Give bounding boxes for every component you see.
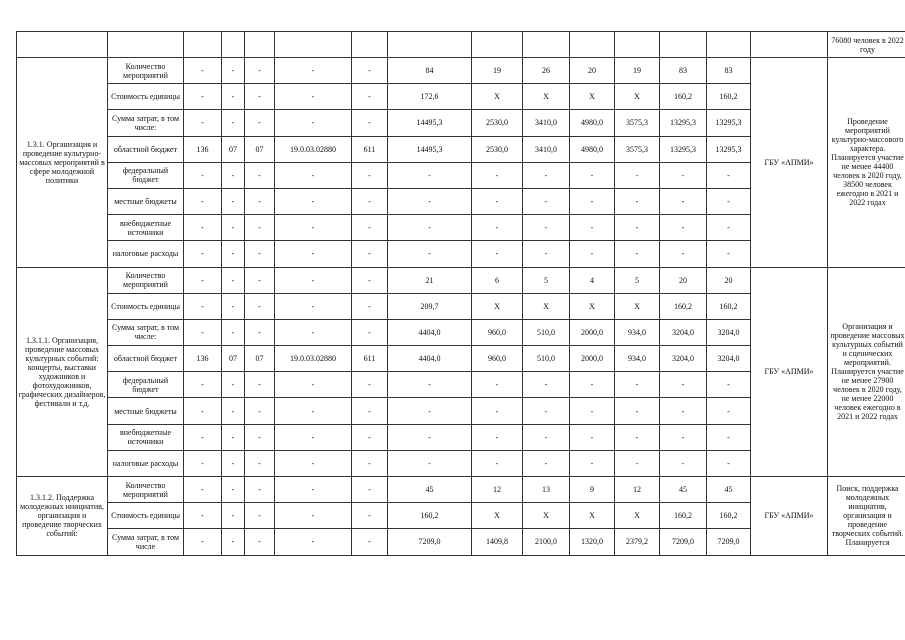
value-cell: - (615, 241, 660, 267)
value-cell: 2530,0 (472, 136, 523, 162)
value-cell: 3204,0 (660, 346, 707, 372)
value-cell: 20 (707, 267, 751, 293)
rz-cell: - (222, 529, 245, 555)
value-cell: - (388, 372, 472, 398)
grbs-cell: - (184, 215, 222, 241)
value-cell: 13295,3 (660, 136, 707, 162)
value-cell: - (707, 450, 751, 476)
value-cell: 19 (472, 58, 523, 84)
value-cell: - (388, 398, 472, 424)
value-cell: - (615, 372, 660, 398)
value-cell: X (523, 503, 570, 529)
row-label: внебюджетные источники (108, 424, 184, 450)
value-cell: - (660, 162, 707, 188)
vr-cell: - (352, 110, 388, 136)
value-cell: 13295,3 (707, 136, 751, 162)
cell-empty (615, 32, 660, 58)
value-cell: - (388, 241, 472, 267)
value-cell: - (523, 450, 570, 476)
rz-cell: - (222, 188, 245, 214)
value-cell: X (472, 293, 523, 319)
row-label: Количество мероприятий (108, 267, 184, 293)
value-cell: - (615, 398, 660, 424)
vr-cell: - (352, 372, 388, 398)
row-label: Сумма затрат, в том числе: (108, 319, 184, 345)
value-cell: 160,2 (707, 293, 751, 319)
value-cell: 20 (570, 58, 615, 84)
vr-cell: - (352, 267, 388, 293)
row-label: Сумма затрат, в том числе: (108, 110, 184, 136)
vr-cell: - (352, 241, 388, 267)
rz-cell: - (222, 319, 245, 345)
value-cell: - (570, 372, 615, 398)
section-name: 1.3.1. Организация и проведение культурно-массовых мероприятий в сфере молодежной политики (17, 58, 108, 268)
vr-cell: 611 (352, 136, 388, 162)
executor-cell: ГБУ «АПМИ» (751, 477, 828, 556)
csr-cell: - (275, 241, 352, 267)
value-cell: 160,2 (388, 503, 472, 529)
value-cell: - (570, 398, 615, 424)
value-cell: - (570, 424, 615, 450)
value-cell: 160,2 (660, 503, 707, 529)
value-cell: - (707, 162, 751, 188)
grbs-cell: - (184, 162, 222, 188)
row-label: областной бюджет (108, 136, 184, 162)
grbs-cell: - (184, 450, 222, 476)
rz-cell: - (222, 424, 245, 450)
pr-cell: 07 (245, 346, 275, 372)
cell-empty (17, 32, 108, 58)
value-cell: 3575,3 (615, 136, 660, 162)
vr-cell: - (352, 188, 388, 214)
value-cell: 960,0 (472, 346, 523, 372)
rz-cell: - (222, 372, 245, 398)
value-cell: 4980,0 (570, 136, 615, 162)
value-cell: 2530,0 (472, 110, 523, 136)
value-cell: - (570, 241, 615, 267)
value-cell: - (523, 372, 570, 398)
row-label: внебюджетные источники (108, 215, 184, 241)
row-label: Количество мероприятий (108, 58, 184, 84)
value-cell: - (388, 162, 472, 188)
row-label: местные бюджеты (108, 398, 184, 424)
value-cell: - (615, 188, 660, 214)
csr-cell: - (275, 267, 352, 293)
value-cell: 510,0 (523, 319, 570, 345)
table-row (17, 477, 905, 503)
value-cell: 2000,0 (570, 346, 615, 372)
result-cell: 76080 человек в 2022 году (828, 32, 905, 58)
vr-cell: - (352, 398, 388, 424)
value-cell: - (388, 188, 472, 214)
value-cell: 3204,0 (707, 319, 751, 345)
executor-cell: ГБУ «АПМИ» (751, 58, 828, 268)
grbs-cell: - (184, 58, 222, 84)
cell-empty (108, 32, 184, 58)
vr-cell: - (352, 529, 388, 555)
vr-cell: - (352, 215, 388, 241)
grbs-cell: - (184, 372, 222, 398)
rz-cell: - (222, 293, 245, 319)
csr-cell: - (275, 424, 352, 450)
value-cell: X (523, 84, 570, 110)
value-cell: - (707, 398, 751, 424)
value-cell: - (472, 162, 523, 188)
cell-empty (275, 32, 352, 58)
grbs-cell: - (184, 398, 222, 424)
value-cell: 510,0 (523, 346, 570, 372)
csr-cell: - (275, 503, 352, 529)
value-cell: - (472, 424, 523, 450)
value-cell: 14495,3 (388, 136, 472, 162)
grbs-cell: - (184, 319, 222, 345)
value-cell: 3204,0 (707, 346, 751, 372)
vr-cell: 611 (352, 346, 388, 372)
value-cell: 7209,0 (388, 529, 472, 555)
value-cell: 21 (388, 267, 472, 293)
vr-cell: - (352, 162, 388, 188)
value-cell: - (472, 450, 523, 476)
value-cell: 19 (615, 58, 660, 84)
rz-cell: - (222, 110, 245, 136)
rz-cell: 07 (222, 136, 245, 162)
value-cell: - (570, 215, 615, 241)
pr-cell: - (245, 188, 275, 214)
cell-empty (184, 32, 222, 58)
value-cell: - (660, 398, 707, 424)
vr-cell: - (352, 293, 388, 319)
vr-cell: - (352, 477, 388, 503)
cell-empty (570, 32, 615, 58)
row-label: Сумма затрат, в том числе (108, 529, 184, 555)
value-cell: 45 (660, 477, 707, 503)
csr-cell: - (275, 84, 352, 110)
pr-cell: - (245, 58, 275, 84)
rz-cell: - (222, 398, 245, 424)
value-cell: - (660, 424, 707, 450)
value-cell: 7209,0 (660, 529, 707, 555)
value-cell: 12 (472, 477, 523, 503)
value-cell: X (615, 84, 660, 110)
csr-cell: - (275, 372, 352, 398)
table-row (17, 58, 905, 84)
value-cell: - (615, 215, 660, 241)
csr-cell: - (275, 215, 352, 241)
row-label: Стоимость единицы (108, 84, 184, 110)
value-cell: 26 (523, 58, 570, 84)
value-cell: 45 (707, 477, 751, 503)
grbs-cell: - (184, 267, 222, 293)
row-label: налоговые расходы (108, 241, 184, 267)
value-cell: - (472, 372, 523, 398)
cell-empty (751, 32, 828, 58)
value-cell: - (707, 188, 751, 214)
executor-cell: ГБУ «АПМИ» (751, 267, 828, 477)
cell-empty (222, 32, 245, 58)
value-cell: - (570, 450, 615, 476)
value-cell: 83 (707, 58, 751, 84)
vr-cell: - (352, 58, 388, 84)
value-cell: 5 (615, 267, 660, 293)
rz-cell: - (222, 241, 245, 267)
value-cell: - (707, 424, 751, 450)
cell-empty (352, 32, 388, 58)
value-cell: 4980,0 (570, 110, 615, 136)
pr-cell: 07 (245, 136, 275, 162)
cell-empty (472, 32, 523, 58)
value-cell: X (570, 293, 615, 319)
value-cell: 13295,3 (707, 110, 751, 136)
grbs-cell: 136 (184, 346, 222, 372)
value-cell: X (472, 503, 523, 529)
row-label: местные бюджеты (108, 188, 184, 214)
value-cell: - (707, 372, 751, 398)
value-cell: 84 (388, 58, 472, 84)
row-label: Стоимость единицы (108, 503, 184, 529)
pr-cell: - (245, 424, 275, 450)
cell-empty (707, 32, 751, 58)
pr-cell: - (245, 267, 275, 293)
csr-cell: - (275, 110, 352, 136)
budget-table (16, 31, 905, 556)
value-cell: 934,0 (615, 346, 660, 372)
value-cell: 160,2 (707, 503, 751, 529)
pr-cell: - (245, 293, 275, 319)
value-cell: 1409,8 (472, 529, 523, 555)
cell-empty (523, 32, 570, 58)
value-cell: 6 (472, 267, 523, 293)
grbs-cell: - (184, 424, 222, 450)
row-label: Стоимость единицы (108, 293, 184, 319)
rz-cell: - (222, 450, 245, 476)
grbs-cell: - (184, 293, 222, 319)
pr-cell: - (245, 110, 275, 136)
pr-cell: - (245, 529, 275, 555)
row-label: Количество мероприятий (108, 477, 184, 503)
rz-cell: - (222, 503, 245, 529)
csr-cell: - (275, 188, 352, 214)
value-cell: 5 (523, 267, 570, 293)
row-label: федеральный бюджет (108, 372, 184, 398)
section-name: 1.3.1.2. Поддержка молодежных инициатив, организация и проведение творческих событий: (17, 477, 108, 556)
csr-cell: 19.0.03.02880 (275, 136, 352, 162)
value-cell: X (615, 503, 660, 529)
vr-cell: - (352, 319, 388, 345)
value-cell: - (570, 162, 615, 188)
cell-empty (660, 32, 707, 58)
grbs-cell: - (184, 188, 222, 214)
value-cell: - (472, 241, 523, 267)
cell-empty (245, 32, 275, 58)
value-cell: - (615, 450, 660, 476)
rz-cell: - (222, 215, 245, 241)
table-body (17, 32, 905, 556)
value-cell: X (570, 503, 615, 529)
result-cell: Проведение мероприятий культурно-массового характера. Планируется участие не менее 44400 человек в 2020 году, 38500 человек ежегодно в 2021 и 2022 годах (828, 58, 905, 268)
value-cell: 45 (388, 477, 472, 503)
csr-cell: - (275, 58, 352, 84)
table-row (17, 267, 905, 293)
value-cell: X (523, 293, 570, 319)
pr-cell: - (245, 372, 275, 398)
csr-cell: - (275, 398, 352, 424)
value-cell: - (660, 372, 707, 398)
value-cell: 160,2 (707, 84, 751, 110)
value-cell: 12 (615, 477, 660, 503)
value-cell: 3410,0 (523, 110, 570, 136)
rz-cell: - (222, 162, 245, 188)
value-cell: 1320,0 (570, 529, 615, 555)
value-cell: 3410,0 (523, 136, 570, 162)
result-cell: Организация и проведение массовых культурных событий и сценических мероприятий. Планируется участие не менее 27900 человек в 2020 году, не менее 22000 человек ежегодно в 2021 и 2022 годах (828, 267, 905, 477)
value-cell: - (615, 162, 660, 188)
rz-cell: 07 (222, 346, 245, 372)
value-cell: - (660, 188, 707, 214)
csr-cell: - (275, 293, 352, 319)
grbs-cell: - (184, 529, 222, 555)
result-cell: Поиск, поддержка молодежных инициатив, организация и проведение творческих событий. Планируется (828, 477, 905, 556)
value-cell: - (615, 424, 660, 450)
value-cell: 9 (570, 477, 615, 503)
pr-cell: - (245, 241, 275, 267)
value-cell: - (388, 215, 472, 241)
value-cell: 4 (570, 267, 615, 293)
value-cell: - (472, 215, 523, 241)
csr-cell: - (275, 162, 352, 188)
cell-empty (388, 32, 472, 58)
value-cell: - (472, 188, 523, 214)
value-cell: 4404,0 (388, 319, 472, 345)
csr-cell: - (275, 529, 352, 555)
vr-cell: - (352, 84, 388, 110)
value-cell: - (388, 450, 472, 476)
row-label: налоговые расходы (108, 450, 184, 476)
pr-cell: - (245, 477, 275, 503)
pr-cell: - (245, 162, 275, 188)
pr-cell: - (245, 503, 275, 529)
value-cell: - (523, 215, 570, 241)
value-cell: - (707, 241, 751, 267)
value-cell: 172,6 (388, 84, 472, 110)
csr-cell: - (275, 319, 352, 345)
value-cell: X (570, 84, 615, 110)
value-cell: 2100,0 (523, 529, 570, 555)
value-cell: 13 (523, 477, 570, 503)
value-cell: - (570, 188, 615, 214)
table-row-continued (17, 32, 905, 58)
vr-cell: - (352, 450, 388, 476)
pr-cell: - (245, 319, 275, 345)
row-label: федеральный бюджет (108, 162, 184, 188)
value-cell: 14495,3 (388, 110, 472, 136)
grbs-cell: - (184, 503, 222, 529)
value-cell: - (523, 162, 570, 188)
pr-cell: - (245, 450, 275, 476)
value-cell: X (615, 293, 660, 319)
vr-cell: - (352, 503, 388, 529)
pr-cell: - (245, 84, 275, 110)
section-name: 1.3.1.1. Организация, проведение массовых культурных событий: концерты, выставки художников и фотохудожников, графических дизайнеров, фестивали и т.д. (17, 267, 108, 477)
value-cell: - (472, 398, 523, 424)
grbs-cell: 136 (184, 136, 222, 162)
value-cell: 934,0 (615, 319, 660, 345)
grbs-cell: - (184, 110, 222, 136)
rz-cell: - (222, 58, 245, 84)
value-cell: X (472, 84, 523, 110)
value-cell: 2379,2 (615, 529, 660, 555)
value-cell: - (660, 241, 707, 267)
value-cell: 4404,0 (388, 346, 472, 372)
value-cell: 83 (660, 58, 707, 84)
rz-cell: - (222, 267, 245, 293)
value-cell: - (660, 450, 707, 476)
value-cell: - (388, 424, 472, 450)
value-cell: 13295,3 (660, 110, 707, 136)
value-cell: 3575,3 (615, 110, 660, 136)
value-cell: - (523, 241, 570, 267)
csr-cell: - (275, 450, 352, 476)
pr-cell: - (245, 398, 275, 424)
rz-cell: - (222, 84, 245, 110)
vr-cell: - (352, 424, 388, 450)
grbs-cell: - (184, 84, 222, 110)
row-label: областной бюджет (108, 346, 184, 372)
value-cell: 160,2 (660, 84, 707, 110)
value-cell: - (523, 424, 570, 450)
grbs-cell: - (184, 477, 222, 503)
grbs-cell: - (184, 241, 222, 267)
value-cell: - (523, 188, 570, 214)
value-cell: 160,2 (660, 293, 707, 319)
rz-cell: - (222, 477, 245, 503)
value-cell: 20 (660, 267, 707, 293)
value-cell: - (660, 215, 707, 241)
value-cell: 2000,0 (570, 319, 615, 345)
value-cell: 209,7 (388, 293, 472, 319)
value-cell: 960,0 (472, 319, 523, 345)
value-cell: 7209,0 (707, 529, 751, 555)
csr-cell: - (275, 477, 352, 503)
csr-cell: 19.0.03.02880 (275, 346, 352, 372)
value-cell: 3204,0 (660, 319, 707, 345)
value-cell: - (523, 398, 570, 424)
pr-cell: - (245, 215, 275, 241)
value-cell: - (707, 215, 751, 241)
